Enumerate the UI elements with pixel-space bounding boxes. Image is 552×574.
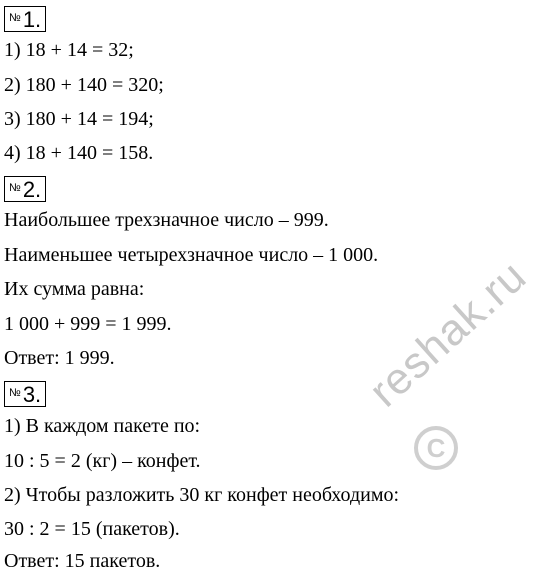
problem-number: 2.: [22, 177, 42, 202]
problem-2-line-5: Ответ: 1 999.: [4, 347, 115, 369]
problem-3-number-badge: [4, 381, 46, 407]
problem-2-line-3: Их сумма равна:: [4, 278, 145, 300]
problem-2-line-2: Наименьшее четырехзначное число – 1 000.: [4, 244, 379, 266]
problem-2-number-badge: [4, 176, 46, 202]
problem-number: 3.: [22, 382, 42, 407]
problem-1-line-1: 1) 18 + 14 = 32;: [4, 39, 134, 61]
problem-1-line-4: 4) 18 + 140 = 158.: [4, 142, 154, 164]
number-sign: №: [9, 182, 21, 194]
problem-number: 1.: [22, 7, 42, 32]
problem-1-line-3: 3) 180 + 14 = 194;: [4, 108, 154, 130]
problem-2-line-1: Наибольшее трехзначное число – 999.: [4, 209, 329, 231]
number-sign: №: [9, 387, 21, 399]
problem-3-line-2: 10 : 5 = 2 (кг) – конфет.: [4, 450, 201, 472]
number-sign: №: [9, 12, 21, 24]
reshak-watermark: reshak.ru: [360, 251, 536, 417]
problem-3-line-5: Ответ: 15 пакетов.: [4, 550, 161, 572]
problem-3-line-1: 1) В каждом пакете по:: [4, 415, 201, 437]
problem-2-line-4: 1 000 + 999 = 1 999.: [4, 313, 172, 335]
problem-3-line-4: 30 : 2 = 15 (пакетов).: [4, 518, 180, 540]
problem-3-line-3: 2) Чтобы разложить 30 кг конфет необходимо:: [4, 484, 400, 506]
problem-1-number-badge: [4, 6, 46, 32]
copyright-icon: C: [414, 426, 458, 470]
problem-1-line-2: 2) 180 + 140 = 320;: [4, 74, 164, 96]
